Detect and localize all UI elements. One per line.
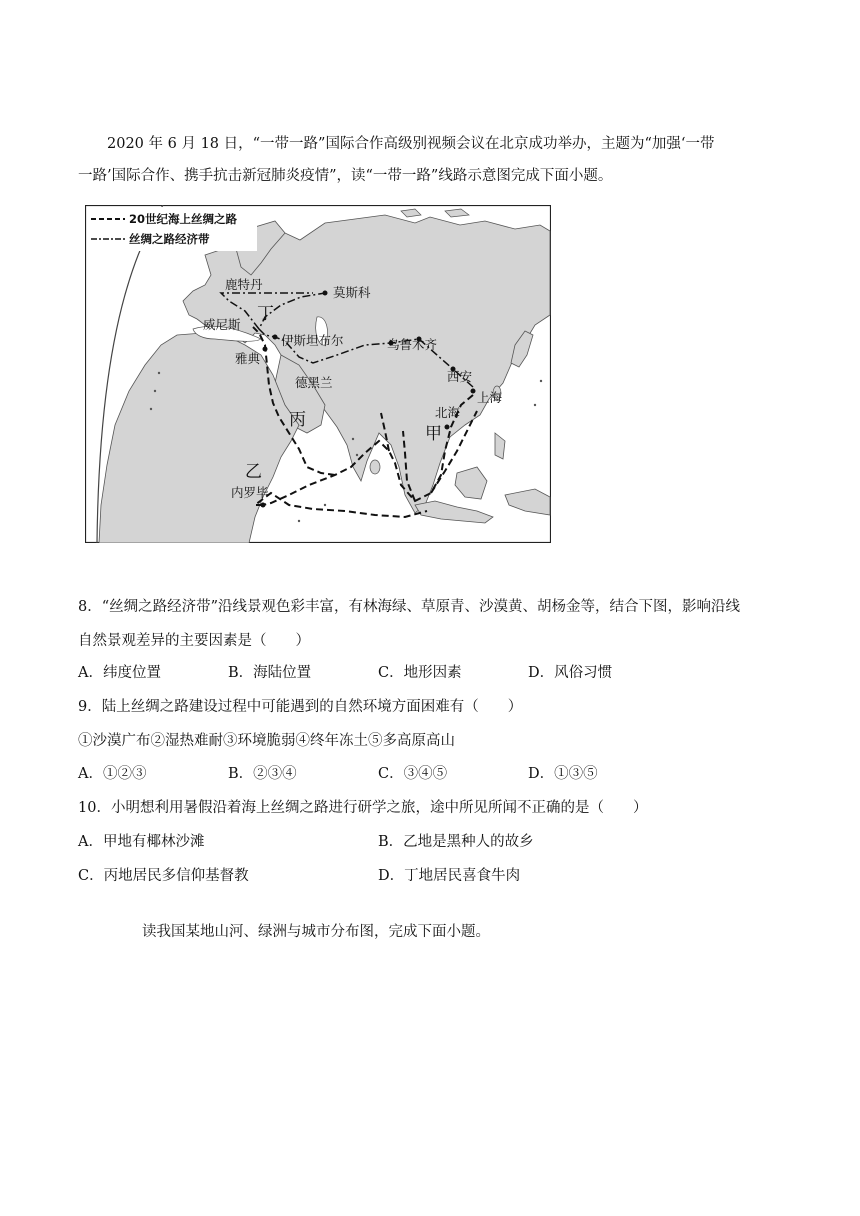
question-9-option-c: C．③④⑤ [378, 766, 448, 782]
question-8-option-c: C．地形因素 [378, 665, 462, 681]
label-istanbul: 伊斯坦布尔 [281, 333, 344, 348]
label-beihai: 北海 [435, 405, 461, 420]
intro-line-2: 一路’国际合作、携手抗击新冠肺炎疫情”，读“一带一路”线路示意图完成下面小题。 [78, 168, 613, 184]
map-figure [85, 205, 551, 543]
label-shanghai: 上海 [477, 390, 503, 405]
marker-bing: 丙 [289, 410, 306, 430]
marker-ding: 丁 [257, 304, 274, 324]
map-legend [87, 207, 257, 251]
legend-maritime: 20世纪海上丝绸之路 [129, 212, 238, 226]
question-8-line-1: 8．“丝绸之路经济带”沿线景观色彩丰富，有林海绿、草原青、沙漠黄、胡杨金等，结合下图，影响沿线 [78, 599, 741, 615]
question-9-option-d: D．①③⑤ [528, 766, 598, 782]
legend-economic-belt: 丝绸之路经济带 [129, 232, 210, 246]
belt-road-map [85, 205, 551, 543]
question-10-option-c: C．丙地居民多信仰基督教 [78, 868, 249, 884]
label-athens: 雅典 [235, 351, 261, 366]
marker-yi: 乙 [245, 462, 262, 482]
next-section-intro: 读我国某地山河、绿洲与城市分布图，完成下面小题。 [142, 924, 490, 940]
intro-paragraph [78, 128, 783, 192]
question-8-line-2: 自然景观差异的主要因素是（ ） [78, 633, 310, 649]
question-10-line-1: 10．小明想利用暑假沿着海上丝绸之路进行研学之旅，途中所见所闻不正确的是（ ） [78, 800, 648, 816]
intro-line-1: 2020 年 6 月 18 日，“一带一路”国际合作高级别视频会议在北京成功举办，主题为“加强‘一带 [107, 136, 715, 152]
label-nairobi: 内罗毕 [231, 485, 269, 500]
label-tehran: 德黑兰 [295, 375, 333, 390]
label-urumqi: 乌鲁木齐 [387, 337, 438, 352]
question-9-option-b: B．②③④ [228, 766, 297, 782]
question-9-line-1: 9．陆上丝绸之路建设过程中可能遇到的自然环境方面困难有（ ） [78, 699, 523, 715]
question-8-option-d: D．风俗习惯 [528, 665, 613, 681]
marker-jia: 甲 [425, 424, 442, 444]
label-rotterdam: 鹿特丹 [225, 277, 263, 292]
question-10-option-d: D．丁地居民喜食牛肉 [378, 868, 521, 884]
question-8-option-b: B．海陆位置 [228, 665, 312, 681]
question-9-option-a: A．①②③ [78, 766, 147, 782]
label-moscow: 莫斯科 [333, 285, 371, 300]
question-9-line-2: ①沙漠广布②湿热难耐③环境脆弱④终年冻土⑤多高原高山 [78, 733, 455, 749]
question-8-option-a: A．纬度位置 [78, 665, 161, 681]
label-venice: 威尼斯 [203, 317, 241, 332]
label-xian: 西安 [447, 369, 473, 384]
question-10-option-a: A．甲地有椰林沙滩 [78, 834, 205, 850]
question-10-option-b: B．乙地是黑种人的故乡 [378, 834, 534, 850]
